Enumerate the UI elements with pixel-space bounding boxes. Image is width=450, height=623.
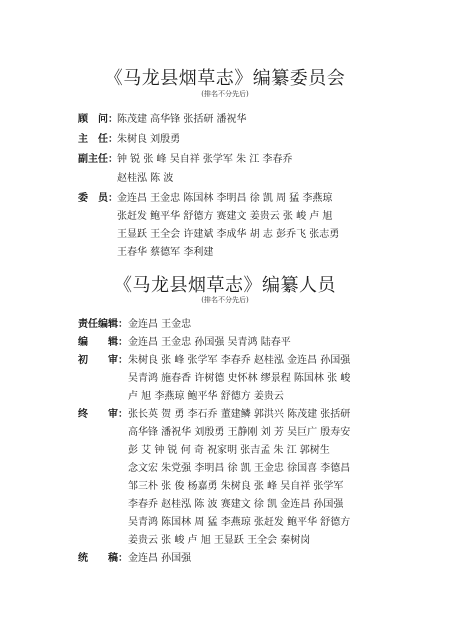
member-names-line: 王显跃 王全会 许建斌 李成华 胡 志 彭乔飞 张志勇 [117, 229, 340, 241]
member-names-line: 朱树良 刘殷勇 [117, 134, 181, 146]
member-names-line: 钟 锐 张 峰 吴自祥 张学军 朱 江 李春乔 [117, 154, 293, 166]
role-label: 副主任： [78, 154, 118, 166]
staff-title: 《马龙县烟草志》编纂人员 [114, 275, 336, 296]
role-label: 委 员： [78, 192, 118, 204]
member-names-line: 李春乔 赵桂泓 陈 波 赛建文 徐 凯 金连昌 孙国强 [128, 499, 344, 510]
member-names-line: 金连昌 王金忠 [128, 319, 192, 330]
member-names-line: 吴青鸿 陈国林 周 猛 李燕琼 张赶发 鲍平华 舒德方 [128, 517, 351, 528]
role-label: 编 辑： [78, 337, 128, 348]
member-names-line: 姜贵云 张 峻 卢 旭 王显跃 王全会 秦树岗 [128, 535, 311, 546]
member-names-line: 卢 旭 李燕琼 鲍平华 舒德方 姜贵云 [128, 391, 284, 402]
member-names-line: 高华锋 潘祝华 刘殷勇 王静刚 刘 芳 吴巨广 殷寿安 [128, 427, 351, 438]
member-names-line: 彭 艾 钟 锐 何 奇 祝家明 张吉孟 朱 江 郭树生 [128, 445, 330, 456]
member-names-line: 朱树良 张 峰 张学军 李春乔 赵桂泓 金连昌 孙国强 [128, 355, 351, 366]
member-names-line: 金连昌 王金忠 陈国林 李明昌 徐 凯 周 猛 李燕琼 [117, 192, 333, 204]
member-names-line: 金连昌 王金忠 孙国强 吴青鸿 陆春平 [128, 337, 291, 348]
role-label: 终 审： [78, 409, 128, 420]
role-label: 责任编辑： [78, 319, 128, 330]
staff-ranking-note: (排名不分先后) [201, 296, 249, 304]
member-names-line: 吴青鸿 施春香 许树德 史怀林 缪景程 陈国林 张 峻 [128, 373, 351, 384]
member-names-line: 张长英 贺 勇 李石乔 董建鳞 郭洪兴 陈茂建 张括研 [128, 409, 351, 420]
member-names-line: 邹三朴 张 俊 杨嘉勇 朱树良 张 峰 吴自祥 张学军 [128, 481, 344, 492]
role-label: 主 任： [78, 134, 118, 146]
member-names-line: 王春华 蔡德军 李利建 [117, 247, 214, 259]
member-names-line: 金连昌 孙国强 [128, 553, 192, 564]
role-label: 统 稿： [78, 553, 128, 564]
member-names-line: 陈茂建 高华锋 张括研 潘祝华 [117, 114, 247, 125]
role-label: 初 审： [78, 355, 128, 366]
member-names-line: 赵桂泓 陈 波 [117, 172, 174, 184]
role-label: 顾 问： [78, 114, 118, 125]
committee-title: 《马龙县烟草志》编纂委员会 [104, 68, 346, 89]
member-names-line: 念文宏 朱党强 李明昌 徐 凯 王金忠 徐国喜 李德昌 [128, 463, 351, 474]
committee-ranking-note: (排名不分先后) [201, 90, 249, 98]
member-names-line: 张赶发 鲍平华 舒德方 赛建文 姜贵云 张 峻 卢 旭 [117, 211, 333, 222]
